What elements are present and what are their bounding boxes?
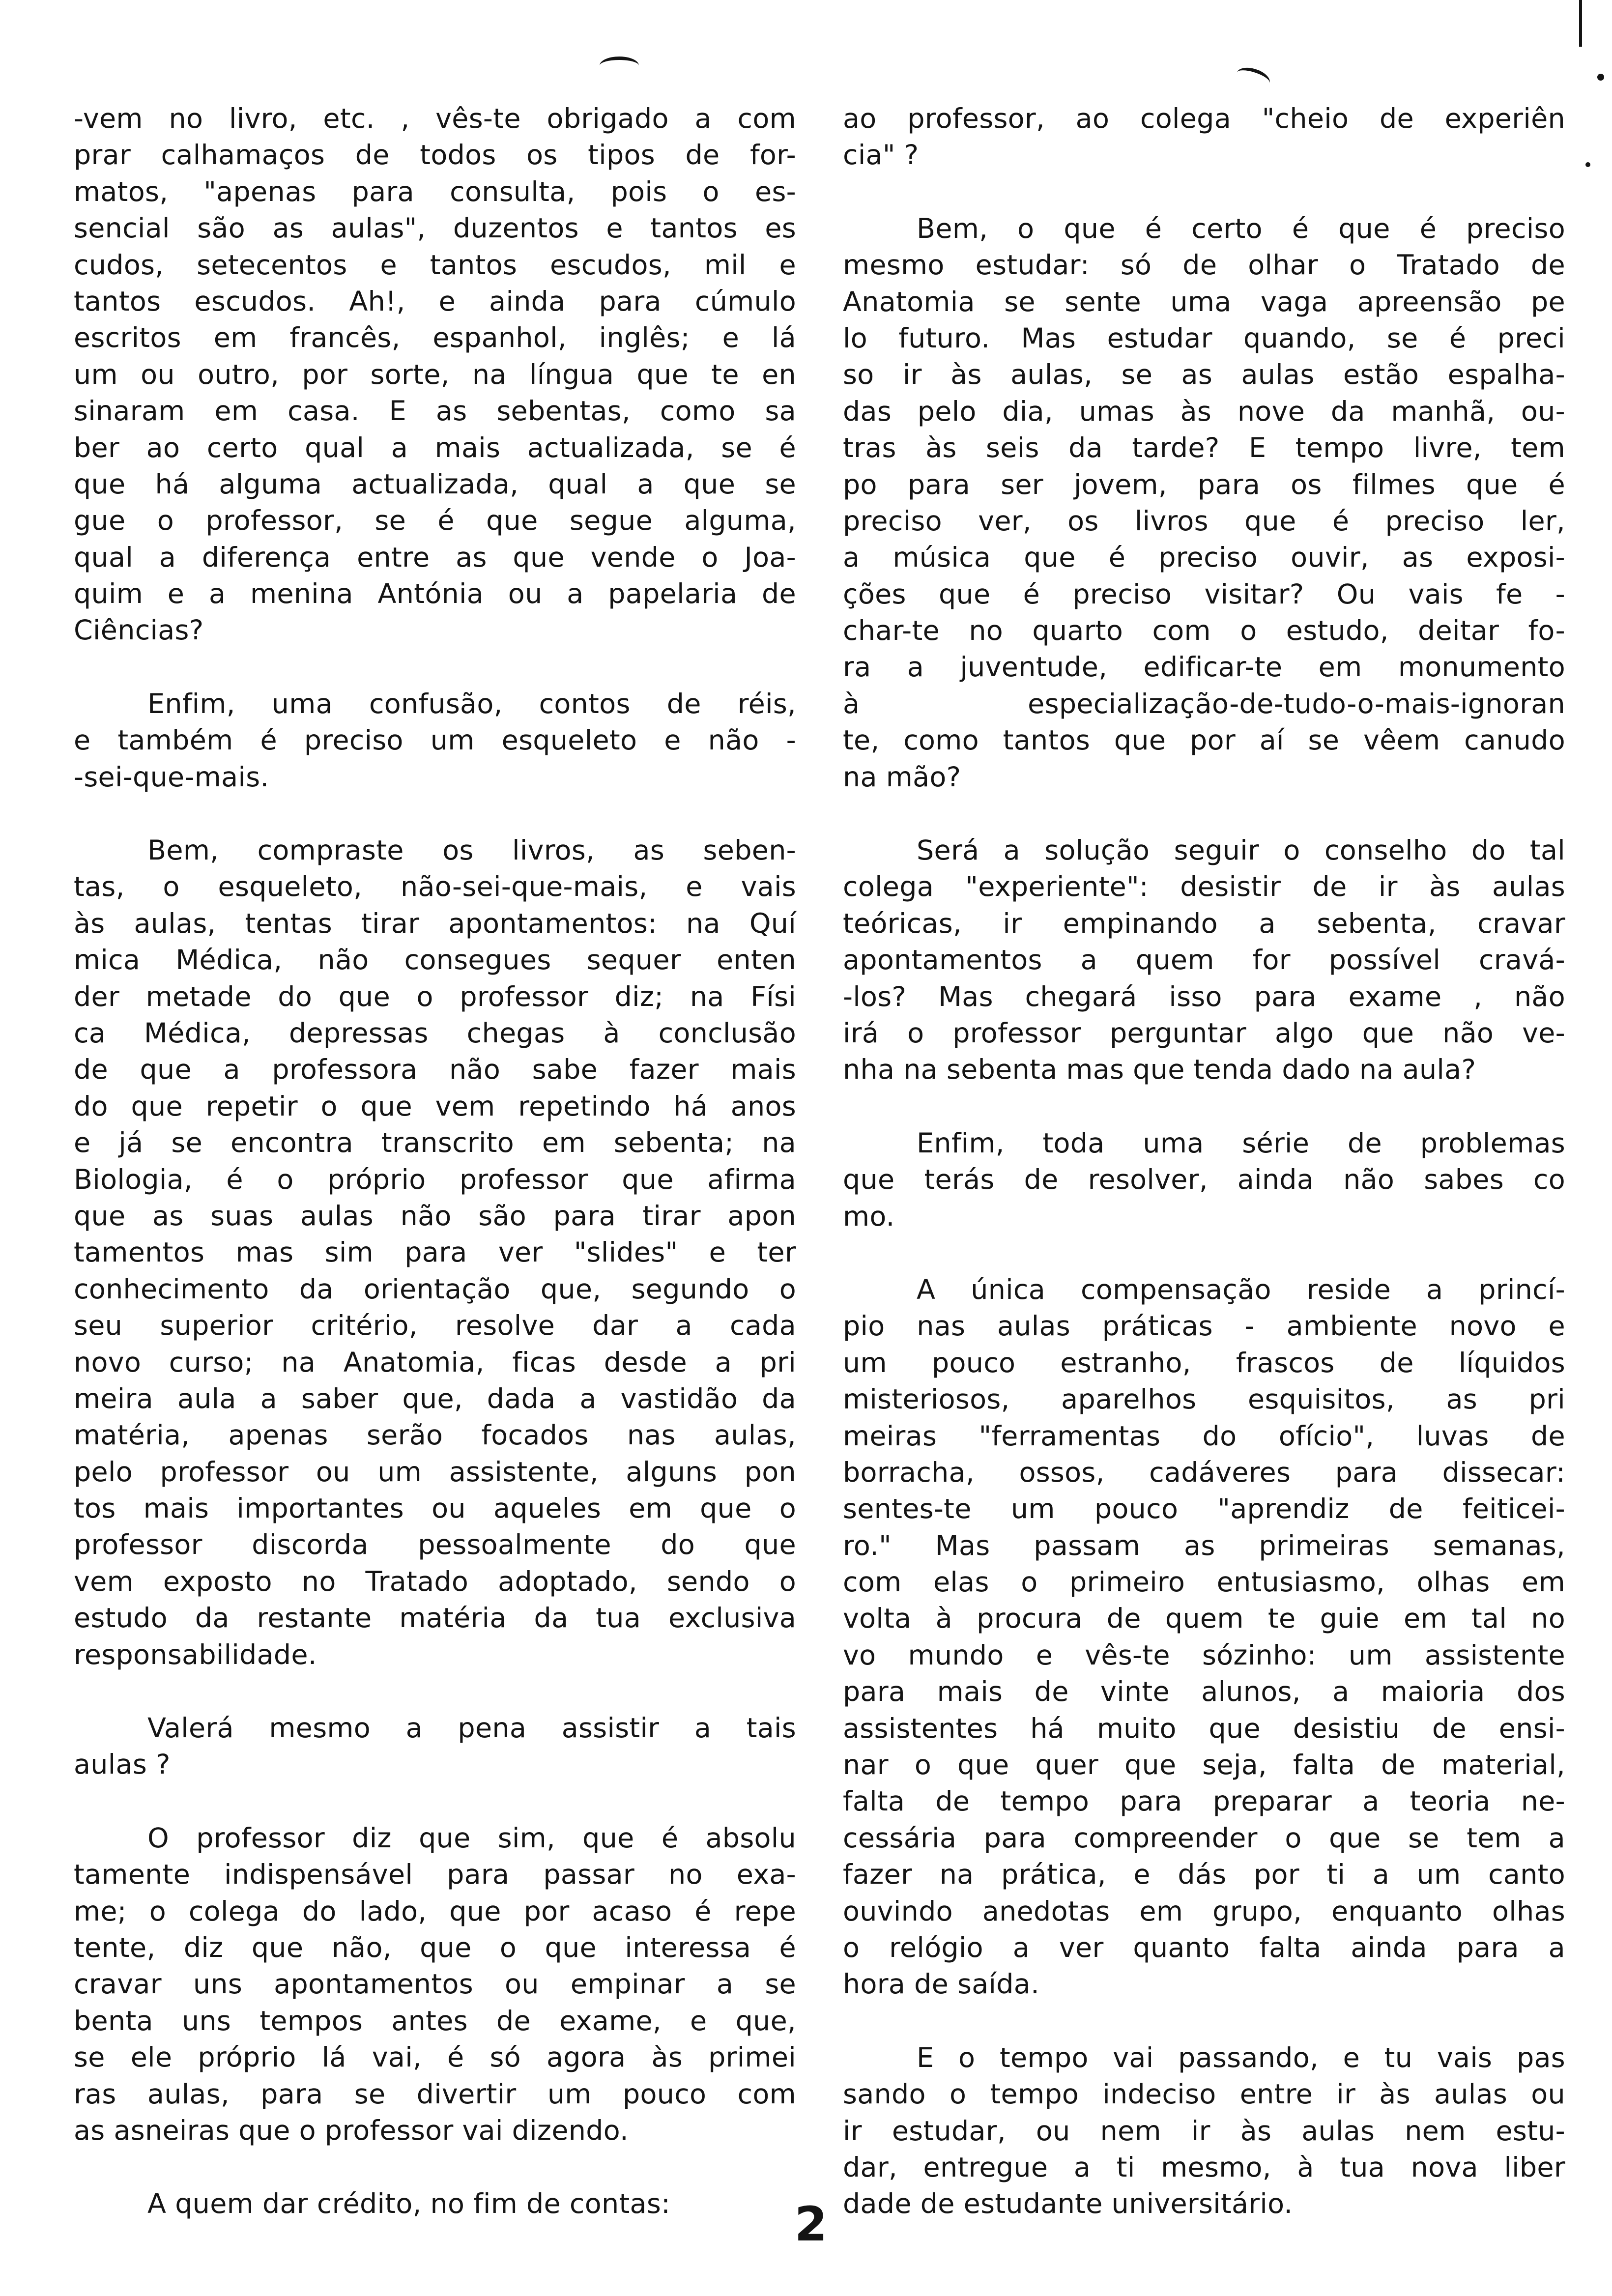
- text-line: Enfim, toda uma série de problemas: [917, 1127, 1565, 1159]
- text-line: à especialização-de-tudo-o-mais-ignoran: [843, 688, 1565, 720]
- paragraph: [843, 2040, 1565, 2223]
- text-line: escritos em francês, espanhol, inglês; e lá: [74, 322, 796, 354]
- text-line: conhecimento da orientação que, segundo o: [74, 1273, 796, 1305]
- text-line: Será a solução seguir o conselho do tal: [917, 834, 1565, 867]
- text-line: para mais de vinte alunos, a maioria dos: [843, 1676, 1565, 1708]
- text-line: às aulas, tentas tirar apontamentos: na Quí: [74, 907, 796, 940]
- text-line: preciso ver, os livros que é preciso ler,: [843, 505, 1565, 537]
- text-line: a música que é preciso ouvir, as exposi-: [843, 542, 1565, 574]
- paragraph: [843, 832, 1565, 1089]
- text-line: gue o professor, se é que segue alguma,: [74, 505, 796, 537]
- text-line: char-te no quarto com o estudo, deitar fo-: [843, 615, 1565, 647]
- printed-mark-right: [1234, 64, 1272, 92]
- text-line: tos mais importantes ou aqueles em que o: [74, 1492, 796, 1525]
- page-edge-dot: [1585, 162, 1590, 167]
- text-line: seu superior critério, resolve dar a cada: [74, 1310, 796, 1342]
- text-line: sando o tempo indeciso entre ir às aulas ou: [843, 2078, 1565, 2111]
- text-line: um ou outro, por sorte, na língua que te en: [74, 358, 796, 391]
- text-line: O professor diz que sim, que é absolu: [147, 1822, 796, 1854]
- text-line: -los? Mas chegará isso para exame , não: [843, 980, 1565, 1013]
- text-line: nar o que quer que seja, falta de material,: [843, 1749, 1565, 1781]
- text-line: Biologia, é o próprio professor que afirma: [74, 1163, 796, 1196]
- text-line: me; o colega do lado, que por acaso é repe: [74, 1895, 796, 1927]
- right-text-column: [843, 101, 1565, 2223]
- text-line: hora de saída.: [843, 1968, 1040, 2001]
- text-line: novo curso; na Anatomia, ficas desde a pri: [74, 1346, 796, 1378]
- text-line: dar, entregue a ti mesmo, à tua nova liber: [843, 2151, 1565, 2183]
- paragraph: [74, 832, 796, 1673]
- text-line: assistentes há muito que desistiu de ensi-: [843, 1712, 1565, 1745]
- text-line: ras aulas, para se divertir um pouco com: [74, 2078, 796, 2110]
- paragraph: [843, 101, 1565, 174]
- text-line: dade de estudante universitário.: [843, 2188, 1293, 2220]
- text-line: ouvindo anedotas em grupo, enquanto olhas: [843, 1895, 1565, 1927]
- text-line: borracha, ossos, cadáveres para dissecar:: [843, 1456, 1565, 1489]
- printed-mark-left: [600, 57, 639, 75]
- paragraph: [74, 1820, 796, 2150]
- text-line: um pouco estranho, frascos de líquidos: [843, 1347, 1565, 1379]
- text-line: tente, diz que não, que o que interessa é: [74, 1931, 796, 1964]
- text-line: ra a juventude, edificar-te em monumento: [843, 651, 1565, 684]
- text-line: benta uns tempos antes de exame, e que,: [74, 2005, 796, 2037]
- text-line: irá o professor perguntar algo que não ve-: [843, 1017, 1565, 1049]
- text-line: pelo professor ou um assistente, alguns pon: [74, 1456, 796, 1488]
- text-line: das pelo dia, umas às nove da manhã, ou-: [843, 395, 1565, 428]
- paragraph: [74, 101, 796, 649]
- text-line: tamente indispensável para passar no exa-: [74, 1859, 796, 1891]
- text-line: lo futuro. Mas estudar quando, se é preci: [843, 322, 1565, 354]
- text-line: que terás de resolver, ainda não sabes co: [843, 1164, 1565, 1196]
- text-line: -vem no livro, etc. , vês-te obrigado a com: [74, 103, 796, 135]
- text-line: de que a professora não sabe fazer mais: [74, 1054, 796, 1086]
- text-line: meira aula a saber que, dada a vastidão da: [74, 1382, 796, 1415]
- text-line: nha na sebenta mas que tenda dado na aula?: [843, 1054, 1476, 1086]
- text-line: apontamentos a quem for possível cravá-: [843, 944, 1565, 976]
- text-line: tamentos mas sim para ver "slides" e ter: [74, 1236, 796, 1269]
- paragraph: [843, 1272, 1565, 2003]
- text-line: A única compensação reside a princí-: [917, 1273, 1565, 1306]
- text-line: tantos escudos. Ah!, e ainda para cúmulo: [74, 285, 796, 317]
- text-line: professor discorda pessoalmente do que: [74, 1529, 796, 1561]
- text-line: Ciências?: [74, 614, 204, 647]
- text-line: sencial são as aulas", duzentos e tantos es: [74, 212, 796, 245]
- text-line: sentes-te um pouco "aprendiz de feiticei-: [843, 1493, 1565, 1525]
- text-line: as asneiras que o professor vai dizendo.: [74, 2114, 629, 2147]
- text-line: -sei-que-mais.: [74, 761, 269, 793]
- page-edge-line: [1579, 0, 1582, 47]
- text-line: cessária para compreender o que se tem a: [843, 1822, 1565, 1854]
- text-line: cravar uns apontamentos ou empinar a se: [74, 1968, 796, 2001]
- text-line: teóricas, ir empinando a sebenta, cravar: [843, 907, 1565, 940]
- text-line: se ele próprio lá vai, é só agora às primei: [74, 2041, 796, 2074]
- text-line: cudos, setecentos e tantos escudos, mil e: [74, 249, 796, 281]
- page-edge-dot: [1597, 74, 1604, 81]
- text-line: Bem, compraste os livros, as seben-: [147, 834, 796, 867]
- text-line: Enfim, uma confusão, contos de réis,: [147, 688, 796, 720]
- paragraph: [74, 2186, 796, 2222]
- page-number: 2: [794, 2197, 828, 2252]
- text-line: que as suas aulas não são para tirar apon: [74, 1200, 796, 1232]
- text-line: Anatomia se sente uma vaga apreensão pe: [843, 286, 1565, 318]
- text-line: E o tempo vai passando, e tu vais pas: [917, 2041, 1565, 2074]
- text-line: ca Médica, depressas chegas à conclusão: [74, 1017, 796, 1049]
- text-line: falta de tempo para preparar a teoria ne-: [843, 1785, 1565, 1818]
- paragraph: [843, 211, 1565, 796]
- text-line: vo mundo e vês-te sózinho: um assistente: [843, 1639, 1565, 1671]
- text-line: e já se encontra transcrito em sebenta; na: [74, 1127, 796, 1159]
- text-line: aulas ?: [74, 1749, 171, 1781]
- text-line: te, como tantos que por aí se vêem canudo: [843, 724, 1565, 757]
- text-line: ir estudar, ou nem ir às aulas nem estu-: [843, 2115, 1565, 2147]
- text-line: do que repetir o que vem repetindo há anos: [74, 1090, 796, 1122]
- text-line: na mão?: [843, 761, 961, 793]
- text-line: tras às seis da tarde? E tempo livre, tem: [843, 432, 1565, 464]
- text-line: vem exposto no Tratado adoptado, sendo o: [74, 1565, 796, 1598]
- text-line: tas, o esqueleto, não-sei-que-mais, e vais: [74, 871, 796, 903]
- text-line: responsabilidade.: [74, 1638, 317, 1671]
- text-line: que há alguma actualizada, qual a que se: [74, 468, 796, 500]
- text-line: colega "experiente": desistir de ir às aulas: [843, 871, 1565, 903]
- text-line: Valerá mesmo a pena assistir a tais: [147, 1712, 796, 1745]
- text-line: A quem dar crédito, no fim de contas:: [147, 2188, 671, 2220]
- text-line: ber ao certo qual a mais actualizada, se é: [74, 431, 796, 464]
- text-line: volta à procura de quem te guie em tal no: [843, 1603, 1565, 1635]
- text-line: ro." Mas passam as primeiras semanas,: [843, 1529, 1565, 1562]
- text-line: qual a diferença entre as que vende o Joa-: [74, 541, 796, 574]
- text-line: cia" ?: [843, 139, 919, 172]
- text-line: com elas o primeiro entusiasmo, olhas em: [843, 1566, 1565, 1599]
- text-line: so ir às aulas, se as aulas estão espalha-: [843, 359, 1565, 391]
- text-line: ao professor, ao colega "cheio de experiên: [843, 103, 1565, 135]
- text-line: Bem, o que é certo é que é preciso: [917, 212, 1565, 245]
- text-line: estudo da restante matéria da tua exclusiva: [74, 1602, 796, 1635]
- text-line: po para ser jovem, para os filmes que é: [843, 468, 1565, 501]
- text-line: misteriosos, aparelhos esquisitos, as pri: [843, 1383, 1565, 1416]
- text-line: sinaram em casa. E as sebentas, como sa: [74, 395, 796, 428]
- paragraph: [74, 686, 796, 796]
- text-line: fazer na prática, e dás por ti a um canto: [843, 1859, 1565, 1891]
- left-text-column: [74, 101, 796, 2223]
- text-line: matéria, apenas serão focados nas aulas,: [74, 1419, 796, 1452]
- paragraph: [843, 1125, 1565, 1235]
- text-line: meiras "ferramentas do ofício", luvas de: [843, 1420, 1565, 1452]
- text-line: prar calhamaços de todos os tipos de for-: [74, 139, 796, 172]
- text-line: mo.: [843, 1200, 895, 1233]
- text-line: matos, "apenas para consulta, pois o es-: [74, 175, 796, 208]
- text-line: o relógio a ver quanto falta ainda para a: [843, 1931, 1565, 1964]
- text-line: ções que é preciso visitar? Ou vais fe -: [843, 578, 1565, 610]
- text-line: mesmo estudar: só de olhar o Tratado de: [843, 249, 1565, 282]
- text-line: der metade do que o professor diz; na Físi: [74, 980, 796, 1013]
- paragraph: [74, 1710, 796, 1783]
- text-line: e também é preciso um esqueleto e não -: [74, 724, 796, 757]
- text-line: mica Médica, não consegues sequer enten: [74, 944, 796, 976]
- text-line: pio nas aulas práticas - ambiente novo e: [843, 1310, 1565, 1343]
- text-line: quim e a menina Antónia ou a papelaria de: [74, 578, 796, 610]
